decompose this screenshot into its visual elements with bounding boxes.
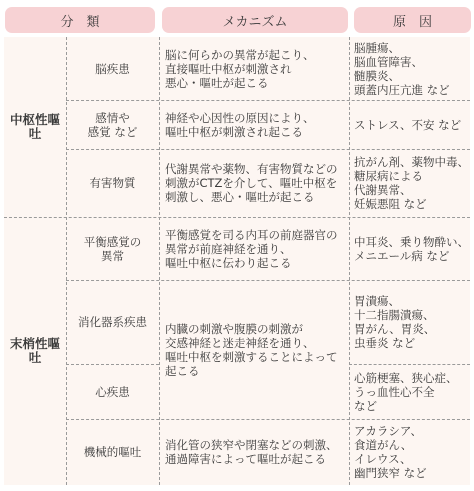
cause-cell xyxy=(354,217,470,280)
header-classification-label: 分 類 xyxy=(60,14,100,30)
header-classification xyxy=(5,7,155,33)
cause-text: 脳腫瘍、 脳血管障害、 髄膜炎、 頭蓋内圧亢進 など xyxy=(354,40,450,97)
mechanism-cell xyxy=(165,37,349,100)
subcategory-cell xyxy=(66,419,159,485)
subcategory-text: 有害物質 xyxy=(89,176,136,190)
mechanism-text: 内臓の刺激や腹膜の刺激が 交感神経と迷走神経を通り、 嘔吐中枢を刺激することによって 起こる xyxy=(165,321,338,378)
mechanism-text: 平衡感覚を司る内耳の前庭器官の 異常が前庭神経を通り、 嘔吐中枢に伝わり起こる xyxy=(165,227,338,270)
header-cause-label: 原 因 xyxy=(392,14,432,30)
cause-text: 中耳炎、乗り物酔い、 メニエール病 など xyxy=(354,234,469,263)
subcategory-text: 脳疾患 xyxy=(95,61,130,76)
emesis-table xyxy=(4,37,470,485)
mechanism-text: 脳に何らかの異常が起こり、 直接嘔吐中枢が刺激され 悪心・嘔吐が起こる xyxy=(165,47,315,90)
header-cause xyxy=(354,7,471,33)
cause-text: 抗がん剤、薬物中毒、 糖尿病による 代謝異常、 妊娠悪阻 など xyxy=(354,155,469,211)
cause-cell xyxy=(354,100,470,149)
group-label-peripheral-text: 末梢性嘔吐 xyxy=(9,336,60,365)
cause-text: 心筋梗塞、狭心症、 うっ血性心不全 など xyxy=(354,370,458,413)
cause-text: ストレス、不安 など xyxy=(354,117,462,132)
mechanism-cell xyxy=(165,100,349,149)
cause-cell xyxy=(354,280,470,364)
cause-cell xyxy=(354,419,470,485)
subcategory-text: 感情や 感覚 など xyxy=(87,110,138,139)
subcategory-cell xyxy=(66,280,159,364)
subcategory-cell xyxy=(66,217,159,280)
subcategory-cell xyxy=(66,364,159,419)
mechanism-text: 消化管の狭窄や閉塞などの刺激、 通過障害によって嘔吐が起こる xyxy=(165,438,338,466)
group-label-peripheral xyxy=(4,217,66,485)
cause-cell xyxy=(354,149,470,217)
divider-v3 xyxy=(349,37,350,485)
group-label-central-text: 中枢性嘔吐 xyxy=(9,112,60,141)
mechanism-cell xyxy=(165,149,349,217)
subcategory-cell xyxy=(66,37,159,100)
header-mechanism xyxy=(162,7,348,33)
cause-text: 胃潰瘍、 十二指腸潰瘍、 胃がん、胃炎、 虫垂炎 など xyxy=(354,294,436,350)
cause-cell xyxy=(354,37,470,100)
mechanism-cell xyxy=(165,217,349,280)
cause-text: アカラシア、 食道がん、 イレウス、 幽門狭窄 など xyxy=(354,424,427,480)
subcategory-text: 平衡感覚の 異常 xyxy=(83,234,142,263)
mechanism-text: 代謝異常や薬物、有害物質などの 刺激がCTZを介して、嘔吐中枢を 刺激し、悪心・嘔吐が起こる xyxy=(165,162,338,204)
mechanism-text: 神経や心因性の原因により、 嘔吐中枢が刺激され起こる xyxy=(165,110,315,139)
group-label-central xyxy=(4,37,66,217)
subcategory-text: 機械的嘔吐 xyxy=(83,445,142,459)
subcategory-text: 心疾患 xyxy=(95,384,130,399)
mechanism-cell-shared xyxy=(165,280,349,419)
mechanism-cell xyxy=(165,419,349,485)
divider-v2 xyxy=(159,37,160,485)
subcategory-cell xyxy=(66,149,159,217)
subcategory-cell xyxy=(66,100,159,149)
subcategory-text: 消化器系疾患 xyxy=(78,315,147,329)
header-mechanism-label: メカニズム xyxy=(222,14,288,30)
cause-cell xyxy=(354,364,470,419)
